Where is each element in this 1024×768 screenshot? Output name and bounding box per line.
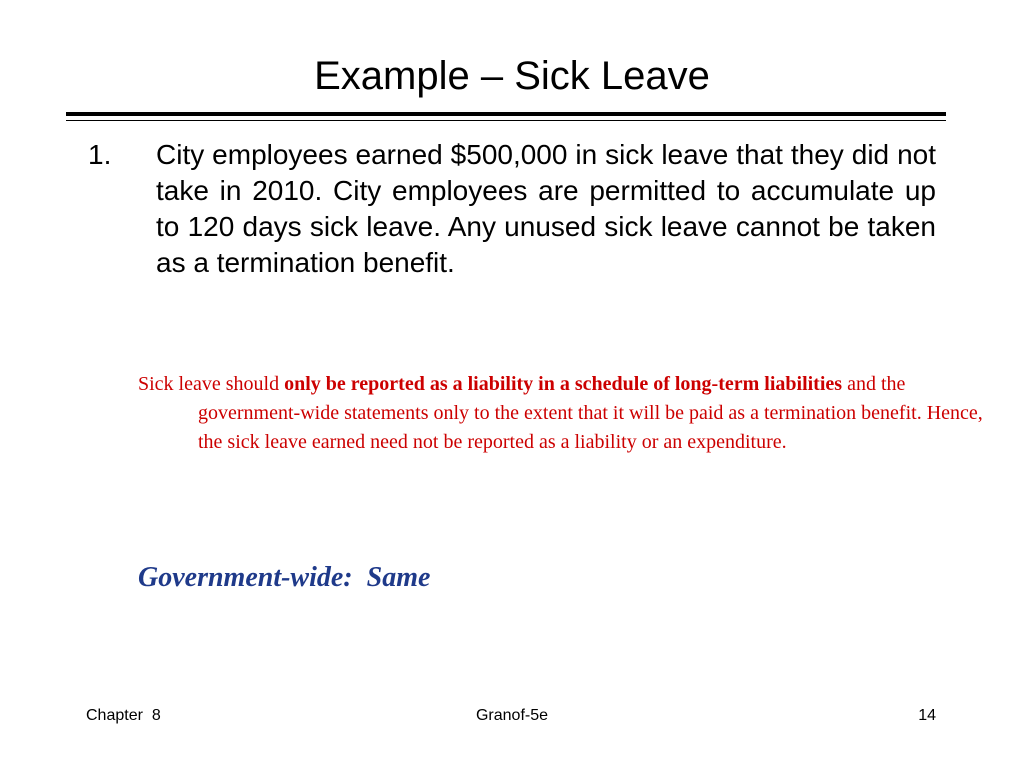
footer-chapter: Chapter 8 [86,707,161,724]
note-bold-text: only be reported as a liability in a schedule of long-term liabilities [284,373,843,395]
title-divider-thick [66,112,946,116]
list-item-text: City employees earned $500,000 in sick leave that they did not take in 2010. City employees are permitted to accumulate up to 120 days sick leave. Any unused sick leave cannot be taken as a termination benefit. [156,139,936,278]
sick-leave-note [138,370,988,457]
footer-page-number: 14 [918,707,936,724]
slide-title: Example – Sick Leave [314,54,710,98]
title-divider-thin [66,120,946,121]
note-rest-text: and the government-wide statements only to the extent that it will be paid as a termination benefit. Hence, the sick leave earned need not be reported as a liability or an expenditure. [198,373,983,453]
footer-source: Granof-5e [475,707,549,724]
list-item-number: 1. [88,139,112,170]
note-lead-text: Sick leave should [138,373,285,395]
government-wide-line: Government-wide: Same [138,562,431,593]
